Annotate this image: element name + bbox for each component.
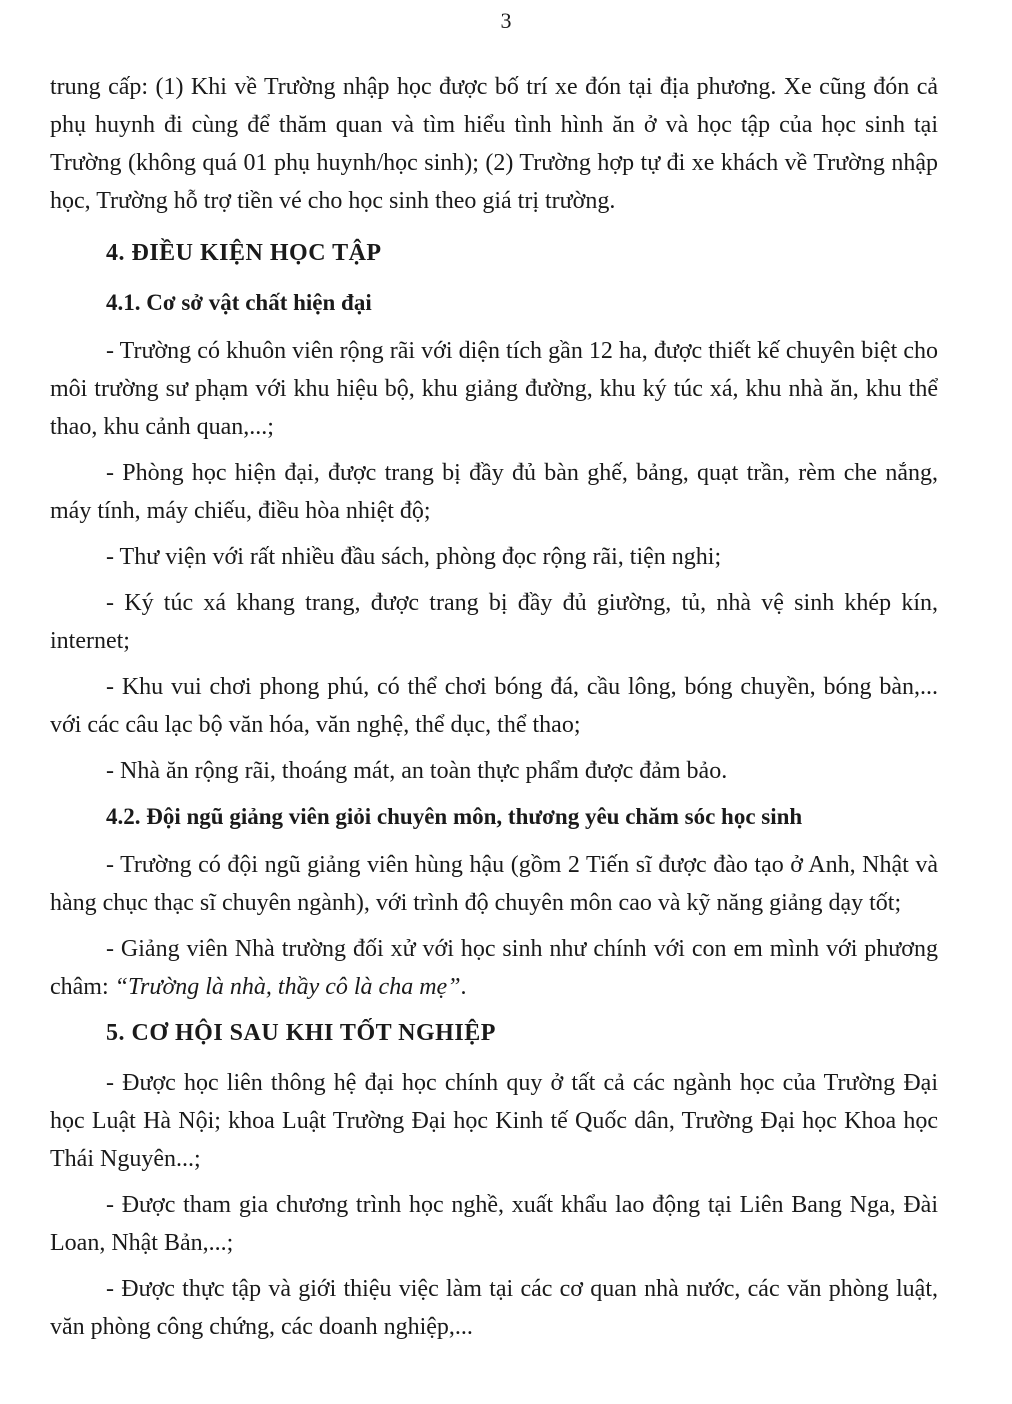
facility-item: - Trường có khuôn viên rộng rãi với diện tích gần 12 ha, được thiết kế chuyên biệt cho môi trường sư phạm với khu hiệu bộ, khu giảng đường, khu ký túc xá, khu nhà ăn, khu thể thao, khu cảnh quan,...; — [50, 338, 938, 440]
section-5-heading: 5. CƠ HỘI SAU KHI TỐT NGHIỆP — [106, 1020, 496, 1046]
facility-item: - Nhà ăn rộng rãi, thoáng mát, an toàn thực phẩm được đảm bảo. — [106, 758, 728, 784]
section-4-2-heading: 4.2. Đội ngũ giảng viên giỏi chuyên môn, thương yêu chăm sóc học sinh — [106, 804, 803, 829]
section-4-heading: 4. ĐIỀU KIỆN HỌC TẬP — [106, 240, 382, 266]
intro-paragraph: trung cấp: (1) Khi về Trường nhập học được bố trí xe đón tại địa phương. Xe cũng đón cả phụ huynh đi cùng để thăm quan và tìm hiểu tình hình ăn ở và học tập của học sinh tại Trường (không quá 01 phụ huynh/học sinh); (2) Trường hợp tự đi xe khách về Trường nhập học, Trường hỗ trợ tiền vé cho học sinh theo giá trị trường. — [50, 74, 938, 214]
document-body — [50, 68, 938, 1354]
faculty-item-end: . — [460, 974, 467, 1000]
faculty-item: - Trường có đội ngũ giảng viên hùng hậu (gồm 2 Tiến sĩ được đào tạo ở Anh, Nhật và hàng chục thạc sĩ chuyên ngành), với trình độ chuyên môn cao và kỹ năng giảng dạy tốt; — [50, 852, 938, 916]
faculty-item — [50, 930, 938, 1006]
facility-item: - Phòng học hiện đại, được trang bị đầy đủ bàn ghế, bảng, quạt trần, rèm che nắng, máy tính, máy chiếu, điều hòa nhiệt độ; — [50, 460, 938, 524]
page-number: 3 — [500, 8, 512, 33]
facility-item: - Ký túc xá khang trang, được trang bị đầy đủ giường, tủ, nhà vệ sinh khép kín, internet; — [50, 590, 938, 654]
opportunity-item: - Được học liên thông hệ đại học chính quy ở tất cả các ngành học của Trường Đại học Luật Hà Nội; khoa Luật Trường Đại học Kinh tế Quốc dân, Trường Đại học Khoa học Thái Nguyên...; — [50, 1070, 938, 1172]
faculty-item-text: - Giảng viên Nhà trường đối xử với học sinh như chính với con em mình với phương châm: — [50, 936, 938, 1000]
facility-item: - Thư viện với rất nhiều đầu sách, phòng đọc rộng rãi, tiện nghi; — [106, 544, 722, 570]
section-4-1-heading: 4.1. Cơ sở vật chất hiện đại — [106, 290, 372, 315]
motto-quote: “Trường là nhà, thầy cô là cha mẹ” — [114, 974, 461, 1000]
facility-item: - Khu vui chơi phong phú, có thể chơi bóng đá, cầu lông, bóng chuyền, bóng bàn,... với các câu lạc bộ văn hóa, văn nghệ, thể dục, thể thao; — [50, 674, 938, 738]
opportunity-item: - Được tham gia chương trình học nghề, xuất khẩu lao động tại Liên Bang Nga, Đài Loan, Nhật Bản,...; — [50, 1192, 938, 1256]
opportunity-item: - Được thực tập và giới thiệu việc làm tại các cơ quan nhà nước, các văn phòng luật, văn phòng công chứng, các doanh nghiệp,... — [50, 1276, 938, 1340]
